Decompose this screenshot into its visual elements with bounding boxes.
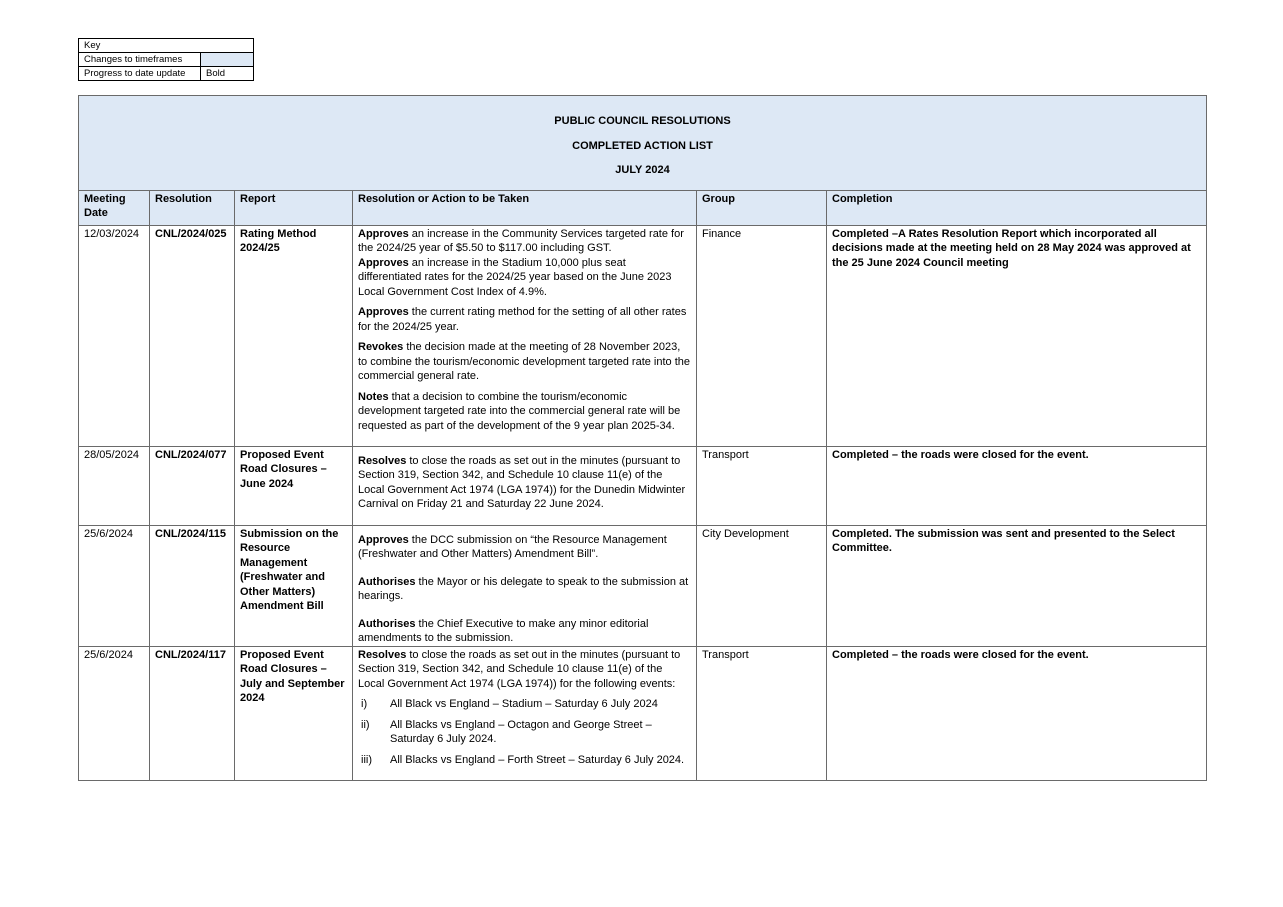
action-cell	[353, 525, 697, 646]
completion-note: Completed – the roads were closed for the event.	[827, 646, 1207, 780]
list-item: ii) All Blacks vs England – Octagon and George Street – Saturday 6 July 2024.	[361, 718, 652, 745]
table-row	[79, 225, 1207, 446]
meeting-date: 12/03/2024	[79, 225, 150, 446]
report-title: Proposed Event Road Closures – June 2024	[235, 446, 353, 525]
action-item: Approves an increase in the Community Services targeted rate for the 2024/25 year of $5.50 to $117.00 including GST.	[358, 227, 684, 254]
title-line-2: COMPLETED ACTION LIST	[572, 139, 713, 152]
action-item: Approves the DCC submission on “the Resource Management (Freshwater and Other Matters) Amendment Bill”.	[358, 533, 667, 560]
column-header-action: Resolution or Action to be Taken	[353, 190, 697, 225]
resolution-number: CNL/2024/117	[150, 646, 235, 780]
action-cell	[353, 446, 697, 525]
resolutions-table	[78, 95, 1207, 781]
group: City Development	[697, 525, 827, 646]
completion-note: Completed. The submission was sent and presented to the Select Committee.	[827, 525, 1207, 646]
action-item: Notes that a decision to combine the tourism/economic development targeted rate into the commercial general rate will be requested as part of the development of the 9 year plan 2025-34.	[358, 390, 681, 432]
action-item: Authorises the Mayor or his delegate to speak to the submission at hearings.	[358, 575, 689, 602]
column-header-row	[79, 190, 1207, 225]
group: Transport	[697, 646, 827, 780]
group: Transport	[697, 446, 827, 525]
meeting-date: 28/05/2024	[79, 446, 150, 525]
column-header-group: Group	[697, 190, 827, 225]
resolution-number: CNL/2024/025	[150, 225, 235, 446]
column-header-date: Meeting Date	[79, 190, 150, 225]
report-title: Rating Method 2024/25	[235, 225, 353, 446]
action-item: Approves the current rating method for the setting of all other rates for the 2024/25 year.	[358, 306, 687, 333]
key-label-timeframes: Changes to timeframes	[79, 53, 201, 67]
action-item: Revokes the decision made at the meeting of 28 November 2023, to combine the tourism/economic development targeted rate into the commercial general rate.	[358, 341, 691, 382]
action-cell	[353, 225, 697, 446]
action-item: Resolves to close the roads as set out in the minutes (pursuant to Section 319, Section 342, and Schedule 10 clause 11(e) of the Local Government Act 1974 (LGA 1974)) for the following events:	[358, 648, 681, 690]
action-item: Authorises the Chief Executive to make any minor editorial amendments to the submission.	[358, 617, 649, 644]
report-title: Submission on the Resource Management (Freshwater and Other Matters) Amendment Bill	[235, 525, 353, 646]
action-item: Approves an increase in the Stadium 10,000 plus seat differentiated rates for the 2024/25 year based on the June 2023 Local Government Cost Index of 4.9%.	[358, 256, 672, 298]
key-label-progress: Progress to date update	[79, 67, 201, 81]
action-item: Resolves to close the roads as set out in the minutes (pursuant to Section 319, Section 342, and Schedule 10 clause 11(e) of the Local Government Act 1974 (LGA 1974)) for the Dunedin Midwinter Carnival on Friday 21 and Saturday 22 June 2024.	[358, 454, 686, 510]
title-line-3: JULY 2024	[615, 164, 670, 176]
meeting-date: 25/6/2024	[79, 646, 150, 780]
completion-note: Completed –A Rates Resolution Report which incorporated all decisions made at the meeting held on 28 May 2024 was approved at the 25 June 2024 Council meeting	[827, 225, 1207, 446]
key-swatch-timeframes	[201, 53, 254, 67]
key-table	[78, 38, 254, 81]
meeting-date: 25/6/2024	[79, 525, 150, 646]
resolution-number: CNL/2024/115	[150, 525, 235, 646]
table-row	[79, 525, 1207, 646]
list-item: iii) All Blacks vs England – Forth Street – Saturday 6 July 2024.	[361, 753, 685, 766]
table-row	[79, 446, 1207, 525]
title-line-1: PUBLIC COUNCIL RESOLUTIONS	[554, 115, 731, 127]
table-title	[79, 96, 1207, 191]
key-title: Key	[79, 39, 254, 53]
column-header-report: Report	[235, 190, 353, 225]
action-cell	[353, 646, 697, 780]
group: Finance	[697, 225, 827, 446]
key-value-progress: Bold	[201, 67, 254, 81]
table-row	[79, 646, 1207, 780]
resolution-number: CNL/2024/077	[150, 446, 235, 525]
column-header-completion: Completion	[827, 190, 1207, 225]
report-title: Proposed Event Road Closures – July and September 2024	[235, 646, 353, 780]
column-header-resolution: Resolution	[150, 190, 235, 225]
list-item: i) All Black vs England – Stadium – Saturday 6 July 2024	[361, 698, 658, 710]
completion-note: Completed – the roads were closed for the event.	[827, 446, 1207, 525]
